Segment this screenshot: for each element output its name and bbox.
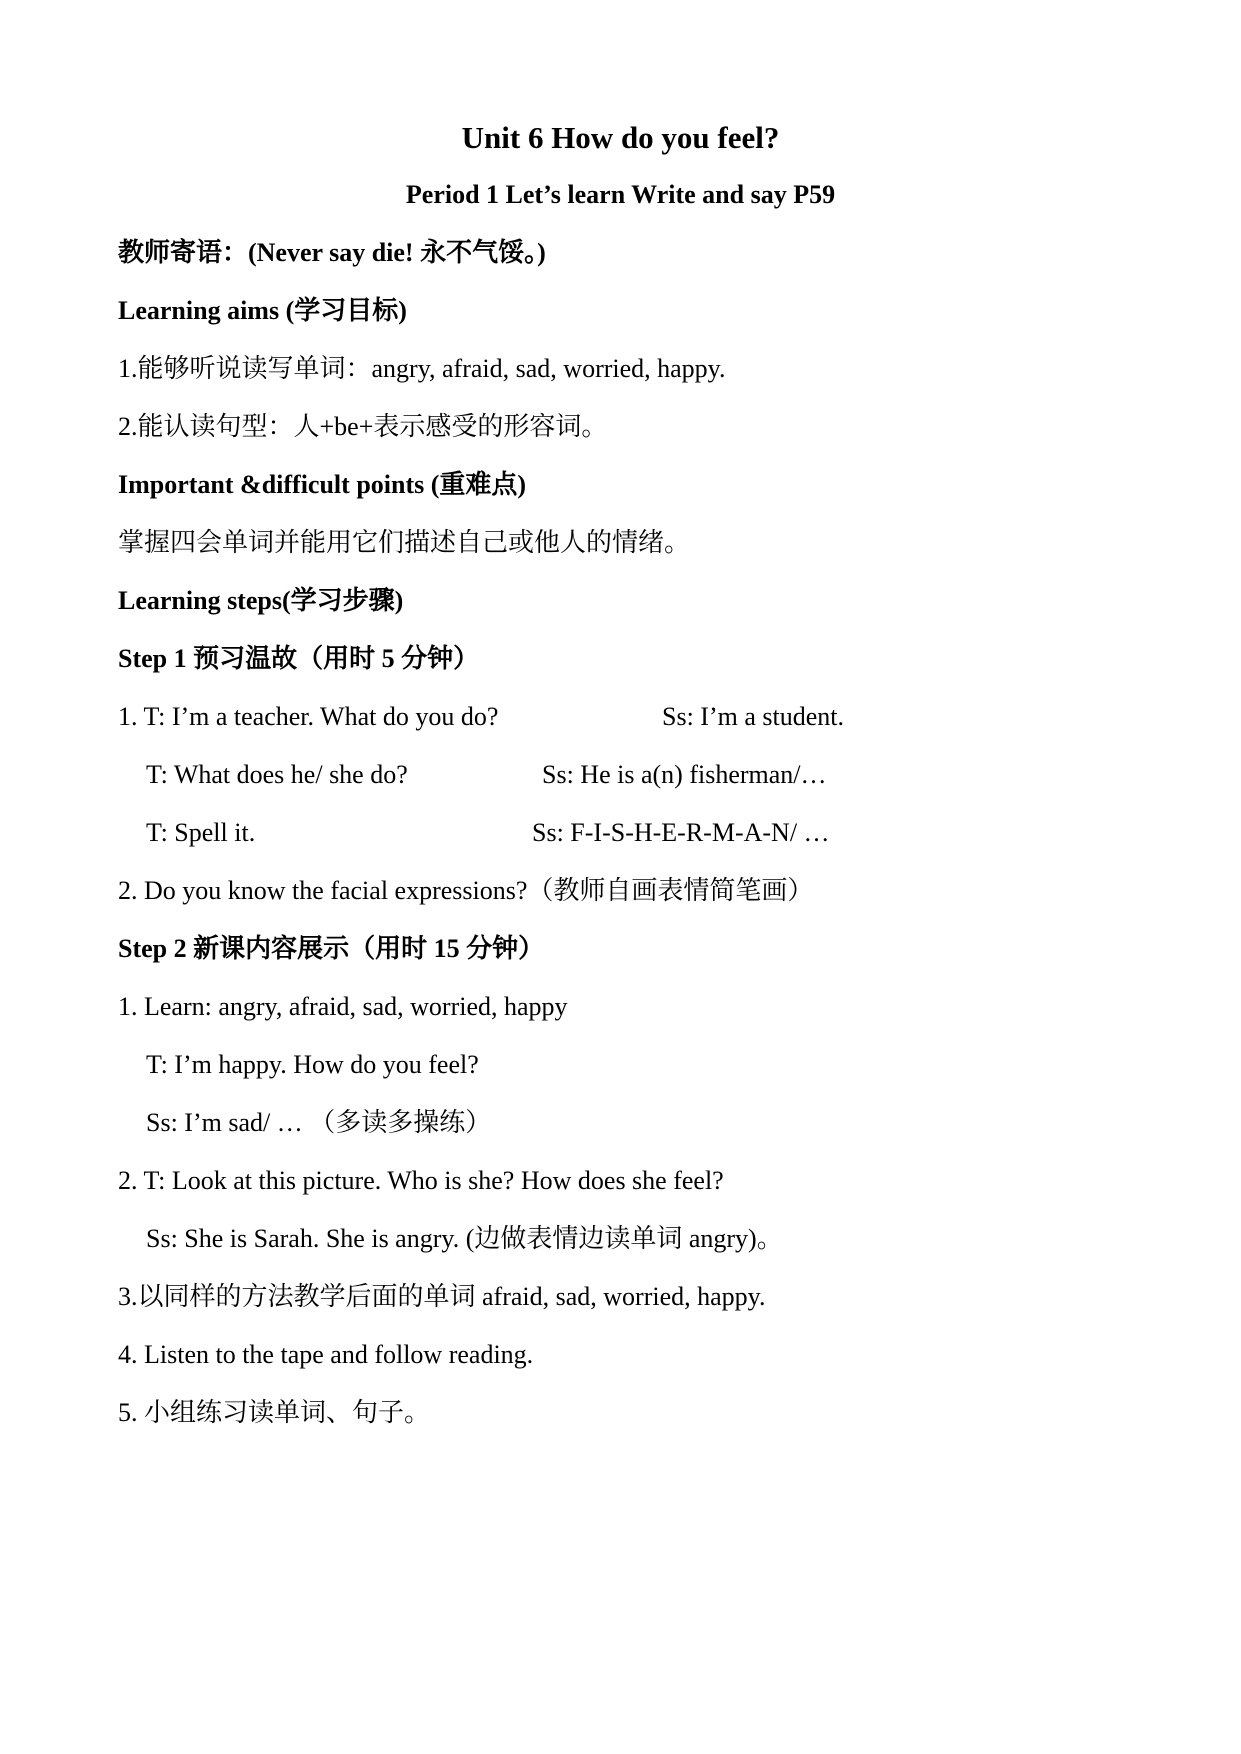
step2-line-4: 2. T: Look at this picture. Who is she? How does she feel? — [118, 1166, 724, 1195]
step1-heading: Step 1 预习温故（用时 5 分钟） — [118, 644, 480, 673]
step2-line-7: 4. Listen to the tape and follow reading. — [118, 1340, 534, 1369]
learning-aims-heading: Learning aims (学习目标) — [118, 296, 407, 325]
step1-row-2-teacher: T: What does he/ she do? — [146, 760, 408, 789]
unit-title: Unit 6 How do you feel? — [461, 120, 780, 155]
step1-row-3-students: Ss: F-I-S-H-E-R-M-A-N/ … — [532, 818, 830, 847]
step1-row-1-students: Ss: I’m a student. — [662, 702, 844, 731]
teacher-motto: 教师寄语：(Never say die! 永不气馁。) — [118, 238, 546, 267]
aim-item-1: 1.能够听说读写单词：angry, afraid, sad, worried, happy. — [118, 354, 726, 383]
step1-row-3-teacher: T: Spell it. — [146, 818, 256, 847]
step2-line-6: 3.以同样的方法教学后面的单词 afraid, sad, worried, happy. — [118, 1282, 766, 1311]
key-points-text: 掌握四会单词并能用它们描述自己或他人的情绪。 — [118, 528, 691, 557]
step2-line-1: 1. Learn: angry, afraid, sad, worried, happy — [118, 992, 568, 1021]
step2-line-5: Ss: She is Sarah. She is angry. (边做表情边读单词 angry)。 — [146, 1224, 783, 1253]
key-points-heading: Important &difficult points (重难点) — [118, 470, 527, 499]
step2-heading: Step 2 新课内容展示（用时 15 分钟） — [118, 934, 545, 963]
aim-item-2: 2.能认读句型：人+be+表示感受的形容词。 — [118, 412, 608, 441]
step2-line-3: Ss: I’m sad/ … （多读多操练） — [146, 1108, 492, 1137]
period-subtitle: Period 1 Let’s learn Write and say P59 — [405, 180, 836, 209]
step2-line-2: T: I’m happy. How do you feel? — [146, 1050, 479, 1079]
learning-steps-heading: Learning steps(学习步骤) — [118, 586, 404, 615]
step1-row-2-students: Ss: He is a(n) fisherman/… — [542, 760, 827, 789]
step1-row-1-teacher: 1. T: I’m a teacher. What do you do? — [118, 702, 499, 731]
step1-item-2: 2. Do you know the facial expressions?（教师自画表情简笔画） — [118, 876, 814, 905]
step2-line-8: 5. 小组练习读单词、句子。 — [118, 1398, 431, 1427]
